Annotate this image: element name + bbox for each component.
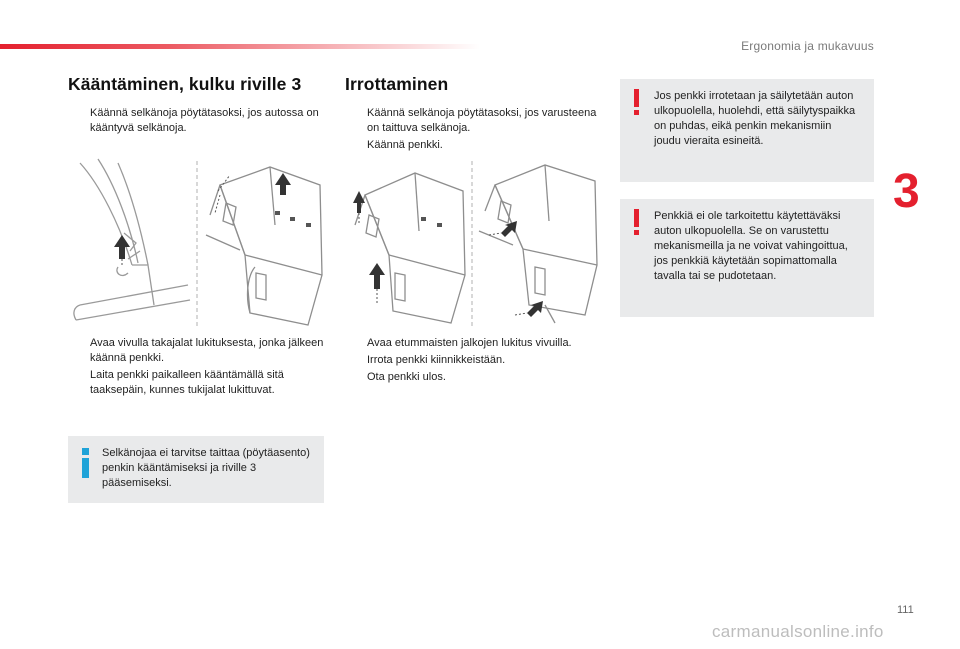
list-item: Käännä selkänoja pöytätasoksi, jos autossa on kääntyvä selkänoja. xyxy=(90,107,319,134)
watermark: carmanualsonline.info xyxy=(712,622,884,641)
list-item: Irrota penkki kiinnikkeistään. xyxy=(367,354,506,366)
header-accent-bar xyxy=(0,44,480,49)
warning-icon xyxy=(633,209,641,239)
illustration-seat-removal xyxy=(345,155,599,333)
list-item: Käännä selkänoja pöytätasoksi, jos varusteena on taittuva selkänoja. xyxy=(367,107,597,134)
section-title-removal: Irrottaminen xyxy=(345,74,449,94)
chapter-number: 3 xyxy=(893,165,920,218)
warning-text: Jos penkki irrotetaan ja säilytetään auton ulkopuolella, huolehdi, että säilytyspaikka on puhdas, eikä penkin mekanismiin joudu vieraita esineitä. xyxy=(654,90,856,147)
list-item: Avaa etummaisten jalkojen lukitus vivuilla. xyxy=(367,337,572,349)
warning-text: Penkkiä ei ole tarkoitettu käytettäväksi auton ulkopuolella. Se on varustettu mekanismeilla ja ne voivat vahingoittua, jos penkkiä käytetään sopimattomalla tavalla tai se pudotetaan. xyxy=(654,210,848,282)
section-turning xyxy=(68,74,324,138)
warning-box xyxy=(620,199,874,317)
info-text: Selkänojaa ei tarvitse taittaa (pöytäasento) penkin kääntämiseksi ja riville 3 pääsemiseksi. xyxy=(102,447,310,489)
info-icon xyxy=(81,448,91,478)
illustration-seat-turning xyxy=(70,155,324,333)
section-title-turning: Kääntäminen, kulku riville 3 xyxy=(68,74,302,94)
list-item: Ota penkki ulos. xyxy=(367,371,446,383)
warning-icon xyxy=(633,89,641,119)
list-item: Käännä penkki. xyxy=(367,139,443,151)
section-removal-steps xyxy=(345,336,601,387)
section-removal xyxy=(345,74,601,155)
page-number: 111 xyxy=(897,604,914,616)
info-box xyxy=(68,436,324,503)
chapter-title: Ergonomia ja mukavuus xyxy=(741,39,874,53)
list-item: Avaa vivulla takajalat lukituksesta, jonka jälkeen käännä penkki. xyxy=(90,337,324,364)
section-turning-steps xyxy=(68,336,324,400)
list-item: Laita penkki paikalleen kääntämällä sitä taaksepäin, kunnes tukijalat lukittuvat. xyxy=(90,369,284,396)
warning-box xyxy=(620,79,874,182)
